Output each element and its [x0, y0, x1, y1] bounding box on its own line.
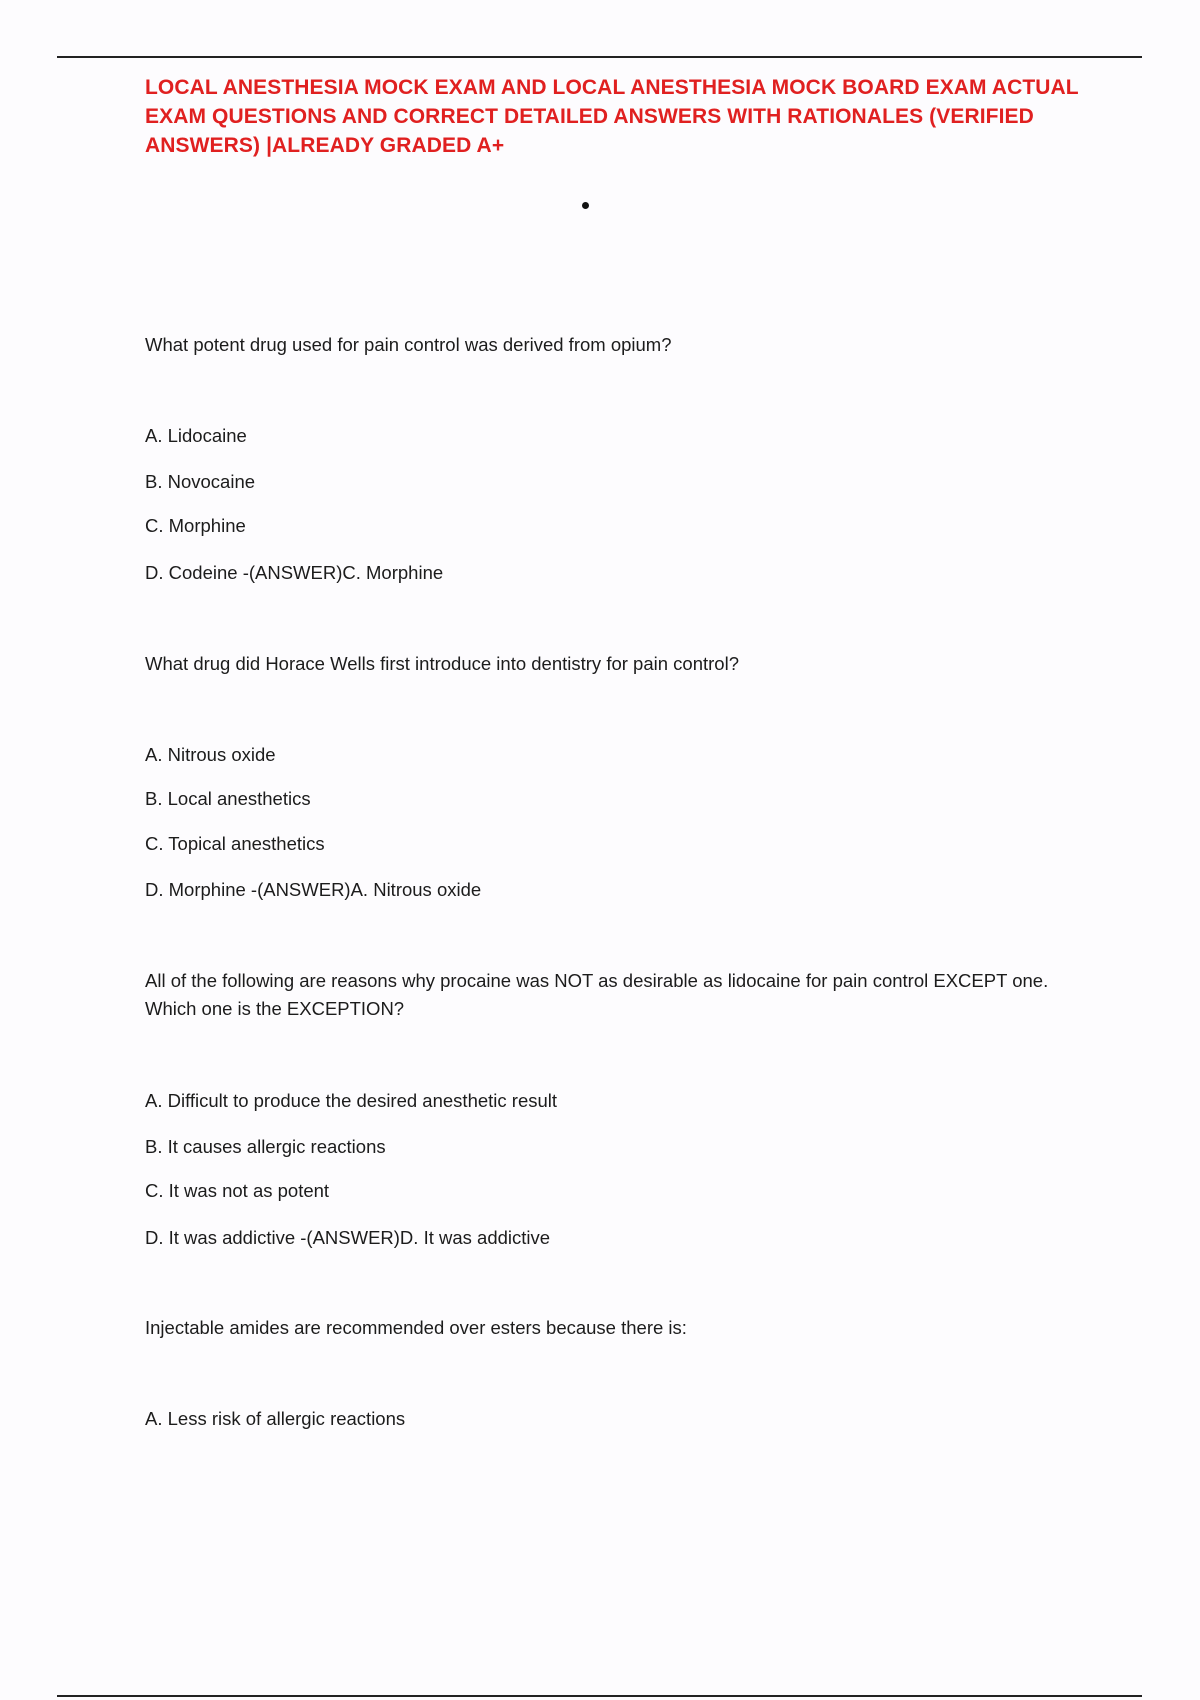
question-3-option-a: A. Difficult to produce the desired anesthetic result — [145, 1090, 558, 1111]
question-1-option-d-answer: D. Codeine -(ANSWER)C. Morphine — [145, 562, 444, 583]
bullet-point — [582, 202, 589, 209]
question-3-option-b: B. It causes allergic reactions — [145, 1136, 386, 1157]
question-2-option-c: C. Topical anesthetics — [145, 833, 325, 854]
question-3-option-c: C. It was not as potent — [145, 1180, 330, 1201]
question-3: All of the following are reasons why procaine was NOT as desirable as lidocaine for pain control EXCEPT one. Which one is the EXCEPTION? — [145, 970, 1049, 1019]
question-2: What drug did Horace Wells first introduce into dentistry for pain control? — [145, 653, 739, 674]
question-3-option-d-answer: D. It was addictive -(ANSWER)D. It was addictive — [145, 1227, 551, 1248]
question-1-option-c: C. Morphine — [145, 515, 246, 536]
question-1-option-b: B. Novocaine — [145, 471, 256, 492]
question-1: What potent drug used for pain control was derived from opium? — [145, 334, 672, 355]
bottom-rule — [57, 1695, 1142, 1697]
question-2-option-d-answer: D. Morphine -(ANSWER)A. Nitrous oxide — [145, 879, 482, 900]
question-4: Injectable amides are recommended over esters because there is: — [145, 1317, 687, 1338]
question-1-option-a: A. Lidocaine — [145, 425, 247, 446]
question-2-option-b: B. Local anesthetics — [145, 788, 311, 809]
top-rule — [57, 56, 1142, 58]
document-title: LOCAL ANESTHESIA MOCK EXAM AND LOCAL ANESTHESIA MOCK BOARD EXAM ACTUAL EXAM QUESTIONS AND CORRECT DETAILED ANSWERS WITH RATIONALES (VERIFIED ANSWERS) |ALREADY GRADED A+ — [145, 76, 1079, 157]
question-2-option-a: A. Nitrous oxide — [145, 744, 276, 765]
question-4-option-a: A. Less risk of allergic reactions — [145, 1408, 406, 1429]
